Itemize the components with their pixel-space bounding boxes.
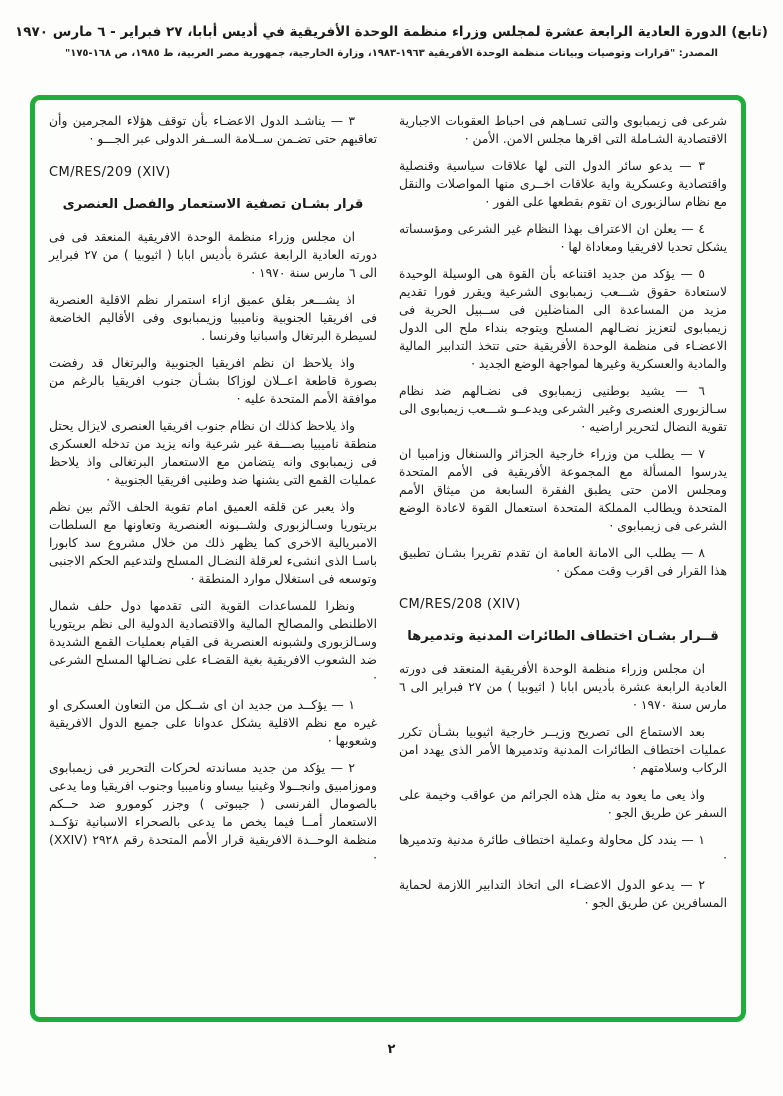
paragraph-item-3: ٣ — يناشـد الدول الاعضـاء بأن توقف هؤلاء المجرمين وأن تعاقبهم حتى تضـمن ســلامة الســفر الدولى عبر الجـــو · (49, 114, 377, 146)
resolution-heading-decolonization-apartheid: قرار بشـان تصفية الاستعمار والفصل العنصرى (62, 197, 364, 212)
paragraph-item-1: ١ — يؤكــد من جديد ان اى شــكل من التعاون العسكرى او غيره مع نظم الاقلية يشكل عدوانا على جميع الدول الافريقية وشعوبها · (49, 698, 377, 748)
paragraph-continuation: شرعى فى زيمبابوى والتى تسـاهم فى احباط العقوبات الاجبارية الاقتصادية الشـاملة التى اقرها مجلس الامن. الأمن · (399, 114, 727, 146)
resolution-heading-aircraft-hijacking: قــرار بشـان اختطاف الطائرات المدنية وتدميرها (407, 629, 719, 644)
paragraph-preamble: بعد الاستماع الى تصريح وزيــر خارجية اثيوبيا بشـأن تكرر عمليات اختطاف الطائرات المدنية وتدميرها الأمر الذى يهدد امن الركاب وسلامتهم · (399, 725, 727, 775)
paragraph-item-4: ٤ — يعلن ان الاعتراف بهذا النظام غير الشرعى ومؤسساته يشكل تحديا لافريقيا ومعاداة لها · (399, 222, 727, 254)
column-right (399, 112, 727, 1007)
source-citation: المصدر: "قرارات وتوصيات وبيانات منظمة الوحدة الأفريقية ١٩٦٣-١٩٨٣، وزارة الخارجية، جمهورية مصر العربية، ط ١٩٨٥، ص ١٦٨-١٧٥" (65, 48, 718, 59)
paragraph-item-8: ٨ — يطلب الى الامانة العامة ان تقدم تقريرا بشـان تطبيق هذا القرار فى اقرب وقت ممكن · (399, 546, 727, 578)
paragraph-preamble: ان مجلس وزراء منظمة الوحدة الافريقية المنعقد فى فى دورته العادية الرابعة عشرة بأديس ابابا ( اثيوبيا ) من ٢٧ فبراير الى ٦ مارس سنة ١٩٧٠ · (49, 230, 377, 280)
resolution-ref-209: CM/RES/209 (XIV) (49, 165, 171, 180)
paragraph-item-7: ٧ — يطلب من وزراء خارجية الجزائر والسنغال وزامبيا ان يدرسوا المسألة مع المجموعة الأفريقية فى الأمم المتحدة ومجلس الامن حتى يطبق الفقرة السابعة من ميثاق الأمم المتحدة ويطالب المملكة المتحدة استعمال القوة لاعادة الوضع الشرعى فى زيمبابوى · (399, 447, 727, 533)
column-left (49, 112, 377, 1007)
resolution-ref-208: CM/RES/208 (XIV) (399, 597, 521, 612)
paragraph-item-5: ٥ — يؤكد من جديد اقتناعه بأن القوة هى الوسيلة الوحيدة لاستعادة حقوق شـــعب زيمبابوى الشرعية ويقرر فورا تقديم مزيد من المساعدة الى المناضلين فى ســبيل الحرية فى زيمبابوى لتعزيز نضـالهم المسلح ويتوجه بنداء ملح الى الدول الاعضـاء فى منظمة الوحدة الأفريقية حتى تتخذ التدابير المالية والمادية والعسكرية وغيرها لمواجهة الوضع الجديد · (399, 267, 727, 371)
paragraph-preamble: واذ يلاحظ كذلك ان نظام جنوب افريقيا العنصرى لايزال يحتل منطقة ناميبيا بصـــفة غير شرعية وانه يزيد من تدخله العسكرى فى زيمبابوى وانه يتضامن مع الاستعمار البرتغالى واذ يلاحظ عمليات القمع التى يشنها ضد وطنيى افريقيا الجنوبية · (49, 419, 377, 487)
paragraph-item-6: ٦ — يشيد بوطنيى زيمبابوى فى نضـالهم ضد نظام سـالزبورى العنصرى وغير الشرعى ويدعــو شـــعب زيمبابوى الى تقوية النضال لتحرير اراضيه · (399, 384, 727, 434)
paragraph-preamble: واذ يلاحظ ان نظم افريقيا الجنوبية والبرتغال قد رفضت بصورة قاطعة اعــلان لوزاكا بشـأن جنوب افريقيا بالرغم من موافقة الأمم المتحدة عليه · (49, 356, 377, 406)
green-frame (30, 95, 746, 1022)
session-title: (تابع) الدورة العادية الرابعة عشرة لمجلس وزراء منظمة الوحدة الأفريقية في أديس أبابا، ٢٧ فبراير - ٦ مارس ١٩٧٠ (15, 24, 768, 40)
paragraph-item-2: ٢ — يؤكد من جديد مساندته لحركات التحرير فى زيمبابوى وموزامبيق وانجــولا وغينيا بيساو وناميبيا وجنوب افريقيا وما يدعى بالصومال الفرنسى ( جيبوتى ) وجزر كومورو ضد حــكم الاستعمار أمــا فيما يخص ما يدعى بالصحراء الاسبانية تؤكــد منظمة الوحــدة الافريقية قرار الأمم المتحدة رقم ٢٩٢٨ (XXIV) · (49, 761, 377, 865)
paragraph-preamble: واذ يعبر عن قلقه العميق امام تقوية الحلف الآثم بين نظم بريتوريا وسـالزبورى ولشــبونه العنصرية وتعاونها مع السلطات الامبريالية الاخرى كما يظهر ذلك من خلال مشروع سد كابورا باسـا الذى انشىء لعرقلة النضـال المسلح ولتدعيم الحكم الاجنبى وتوسعه فى استغلال موارد المنطقة · (49, 500, 377, 586)
paragraph-item-3: ٣ — يدعو سائر الدول التى لها علاقات سياسية وقنصلية واقتصادية وعسكرية واية علاقات اخــرى منها المواصلات والنقل مع نظام سالزبورى ان تقوم بقطعها على الفور · (399, 159, 727, 209)
paragraph-preamble: ونظرا للمساعدات القوية التى تقدمها دول حلف شمال الاطلنطى والمصالح المالية والاقتصادية الدولية الى نظم بريتوريا وسـالزبورى ولشبونه العنصرية فى القيام بعمليات القمع الشديدة ضد الشعوب الافريقية بغية القضـاء على نضـالها المسلح الشرعى · (49, 599, 377, 685)
page-header (0, 24, 783, 59)
paragraph-preamble: ان مجلس وزراء منظمة الوحدة الأفريقية المنعقد فى دورته العادية الرابعة عشرة بأديس ابابا ( اثيوبيا ) من ٢٧ فبراير الى ٦ مارس سنة ١٩٧٠ · (399, 662, 728, 712)
paragraph-preamble: واذ يعى ما يعود به مثل هذه الجرائم من عواقب وخيمة على السفر عن طريق الجو · (399, 788, 727, 820)
page-number: ٢ (387, 1042, 396, 1057)
paragraph-item-1: ١ — يندد كل محاولة وعملية اختطاف طائرة مدنية وتدميرها · (399, 833, 727, 865)
paragraph-item-2: ٢ — يدعو الدول الاعضـاء الى اتخاذ التدابير اللازمة لحماية المسافرين عن طريق الجو · (399, 878, 727, 910)
paragraph-preamble: اذ يشـــعر بقلق عميق ازاء استمرار نظم الاقلية العنصرية فى افريقيا الجنوبية وناميبيا وزيمبابوى وفى الأقاليم الخاضعة لسيطرة البرتغال واسبانيا وفرنسا . (49, 293, 377, 343)
page-footer (0, 1042, 783, 1057)
